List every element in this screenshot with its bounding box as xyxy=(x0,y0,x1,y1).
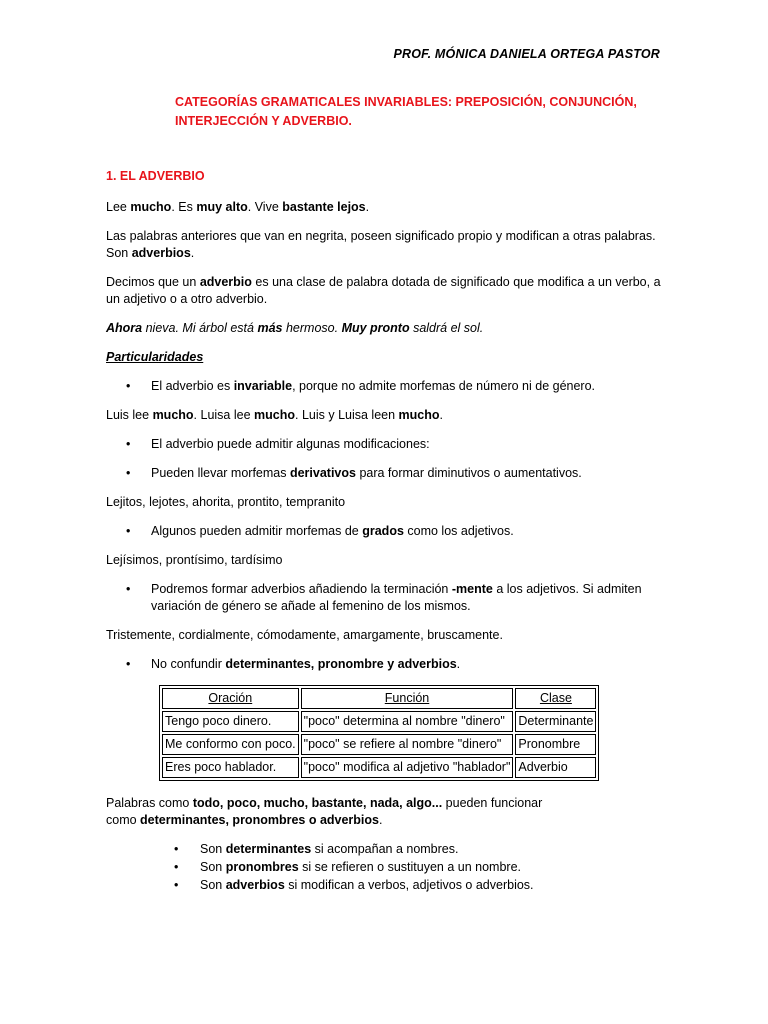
text: Lee xyxy=(106,200,131,214)
example-paragraph xyxy=(106,199,666,216)
bullet-text xyxy=(151,523,666,540)
closing-paragraph xyxy=(106,812,666,829)
table-row xyxy=(162,711,596,732)
bullet-text xyxy=(151,378,666,395)
list-item xyxy=(106,841,666,858)
title-line-2: INTERJECCIÓN Y ADVERBIO. xyxy=(175,114,352,128)
author-header: PROF. MÓNICA DANIELA ORTEGA PASTOR xyxy=(393,47,660,61)
bullet-icon: • xyxy=(126,379,131,393)
text: Podremos formar adverbios añadiendo la terminación xyxy=(151,582,452,596)
table-cell: Determinante xyxy=(515,711,596,732)
text: Las palabras anteriores que van en negrita, poseen significado propio y modifican a otras palabras. Son xyxy=(106,229,656,260)
bullet-item xyxy=(106,581,666,615)
text: como los adjetivos. xyxy=(403,524,514,538)
bullet-text xyxy=(151,656,666,673)
bold-text: mucho xyxy=(130,200,172,214)
bullet-text: El adverbio puede admitir algunas modificaciones: xyxy=(151,437,430,451)
bullet-icon: • xyxy=(126,466,131,480)
bullet-icon: • xyxy=(126,524,131,538)
text: Algunos pueden admitir morfemas de xyxy=(151,524,363,538)
text: . Luis y Luisa leen xyxy=(295,408,399,422)
bold-text: adverbios xyxy=(131,246,191,260)
bold-text: más xyxy=(257,321,283,335)
bullet-item xyxy=(106,656,666,673)
text: Me conformo con xyxy=(165,737,266,751)
text: El adverbio es xyxy=(151,379,234,393)
text: , porque no admite morfemas de número ni de género. xyxy=(292,379,596,393)
bold-text: mucho xyxy=(398,408,440,422)
text: Eres xyxy=(165,760,195,774)
table-header-row xyxy=(162,688,596,709)
bullet-icon: • xyxy=(174,842,179,856)
text: hermoso. xyxy=(282,321,342,335)
bold-text: determinantes, pronombre y adverbios xyxy=(225,657,457,671)
bold-text: determinantes, pronombres o adverbios xyxy=(140,813,379,827)
text: como xyxy=(106,813,141,827)
list-item-text xyxy=(200,841,666,858)
text: hablador. xyxy=(221,760,277,774)
table-cell xyxy=(162,711,299,732)
text: No confundir xyxy=(151,657,226,671)
bullet-text xyxy=(151,465,666,482)
text: si modifican a verbos, adjetivos o adverbios. xyxy=(284,878,534,892)
text: Luis lee xyxy=(106,408,153,422)
section-heading: 1. EL ADVERBIO xyxy=(106,169,205,183)
text: . xyxy=(365,200,370,214)
text: saldrá el sol. xyxy=(409,321,484,335)
text: poco xyxy=(194,760,222,774)
bold-text: bastante lejos xyxy=(282,200,366,214)
bold-text: Muy pronto xyxy=(341,321,410,335)
bold-text: determinantes xyxy=(225,842,312,856)
bold-text: muy alto xyxy=(196,200,248,214)
bullet-text xyxy=(151,581,666,615)
text: es una clase de palabra dotada de significado que modifica a un verbo, a un adjetivo o a otro adverbio. xyxy=(106,275,661,306)
bullet-item xyxy=(106,378,666,395)
text: Son xyxy=(200,878,226,892)
bold-text: derivativos xyxy=(289,466,356,480)
text: si acompañan a nombres. xyxy=(311,842,459,856)
bullet-icon: • xyxy=(126,582,131,596)
list-item-text xyxy=(200,859,666,876)
text: a los adjetivos. Si admiten variación de género se añade al femenino de los mismos. xyxy=(151,582,642,613)
text: . Es xyxy=(171,200,197,214)
table-row xyxy=(162,757,596,778)
table-header: Oración xyxy=(162,688,299,709)
bullet-item xyxy=(106,523,666,540)
text: . xyxy=(190,246,195,260)
text: poco xyxy=(202,714,230,728)
main-content xyxy=(106,168,666,895)
list-item-text xyxy=(200,877,666,894)
text: . xyxy=(379,813,383,827)
table-cell xyxy=(162,734,299,755)
grammar-table xyxy=(159,685,599,781)
bullet-icon: • xyxy=(174,860,179,874)
list-item xyxy=(106,877,666,894)
list-item xyxy=(106,859,666,876)
example-paragraph: Tristemente, cordialmente, cómodamente, amargamente, bruscamente. xyxy=(106,628,503,642)
text: . xyxy=(439,408,444,422)
bullet-item xyxy=(106,436,666,453)
table-cell: Pronombre xyxy=(515,734,596,755)
subheading-particularidades: Particularidades xyxy=(106,350,204,364)
bullet-icon: • xyxy=(174,878,179,892)
title-line-1: CATEGORÍAS GRAMATICALES INVARIABLES: PREPOSICIÓN, CONJUNCIÓN, xyxy=(175,95,637,109)
text: nieva. Mi árbol está xyxy=(142,321,258,335)
document-title xyxy=(175,93,655,131)
bold-text: -mente xyxy=(451,582,493,596)
text: pueden funcionar xyxy=(442,796,543,810)
bold-text: Ahora xyxy=(106,321,143,335)
bullet-icon: • xyxy=(126,657,131,671)
text: para formar diminutivos o aumentativos. xyxy=(355,466,582,480)
table-cell xyxy=(162,757,299,778)
bold-text: grados xyxy=(362,524,404,538)
bold-text: adverbios xyxy=(225,878,285,892)
example-paragraph xyxy=(106,407,666,424)
text: Decimos que un xyxy=(106,275,200,289)
text: Son xyxy=(200,860,226,874)
table-header: Clase xyxy=(515,688,596,709)
text: dinero. xyxy=(229,714,272,728)
text: Tengo xyxy=(165,714,203,728)
text: si se refieren o sustituyen a un nombre. xyxy=(298,860,521,874)
italic-example-paragraph xyxy=(106,320,666,337)
bold-text: pronombres xyxy=(225,860,299,874)
table-row xyxy=(162,734,596,755)
text: poco xyxy=(265,737,293,751)
bullet-item xyxy=(106,465,666,482)
bold-text: mucho xyxy=(152,408,194,422)
text: . Vive xyxy=(247,200,283,214)
example-paragraph: Lejísimos, prontísimo, tardísimo xyxy=(106,553,283,567)
text: Son xyxy=(200,842,226,856)
table-cell: "poco" determina al nombre "dinero" xyxy=(301,711,514,732)
closing-paragraph xyxy=(106,795,666,812)
definition-paragraph xyxy=(106,274,666,308)
bold-text: mucho xyxy=(254,408,295,422)
bullet-icon: • xyxy=(126,437,131,451)
text: . Luisa lee xyxy=(193,408,255,422)
bold-text: adverbio xyxy=(199,275,252,289)
text: . xyxy=(456,657,461,671)
text: . xyxy=(292,737,296,751)
table-cell: "poco" modifica al adjetivo "hablador" xyxy=(301,757,514,778)
example-paragraph: Lejitos, lejotes, ahorita, prontito, tempranito xyxy=(106,495,346,509)
closing-list xyxy=(106,841,666,894)
text: Pueden llevar morfemas xyxy=(151,466,290,480)
text: Palabras como xyxy=(106,796,193,810)
explanation-paragraph xyxy=(106,228,666,262)
table-cell: Adverbio xyxy=(515,757,596,778)
table-cell: "poco" se refiere al nombre "dinero" xyxy=(301,734,514,755)
bold-text: todo, poco, mucho, bastante, nada, algo... xyxy=(192,796,443,810)
table-header: Función xyxy=(301,688,514,709)
bold-text: invariable xyxy=(233,379,293,393)
